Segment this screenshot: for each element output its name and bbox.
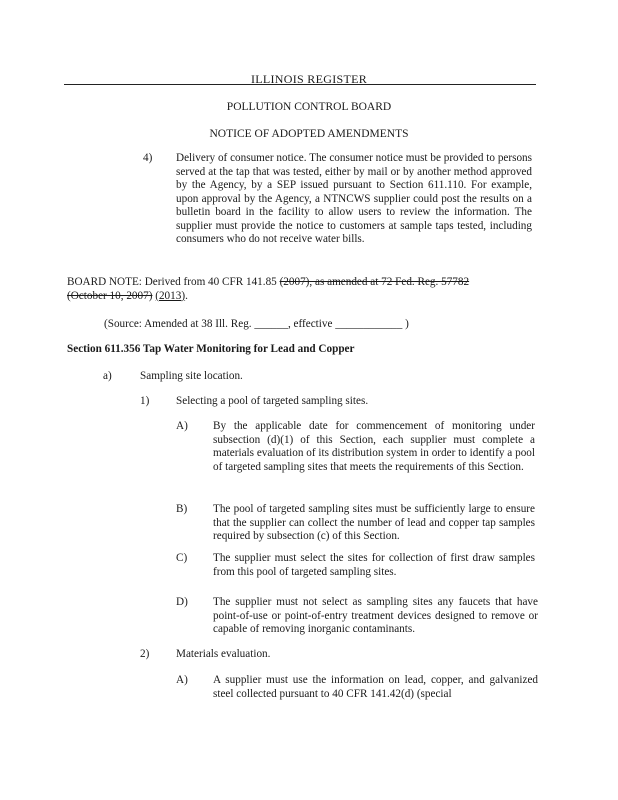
subsection-1-number: 1) [140,395,150,407]
subsection-2A-text: A supplier must use the information on lead, copper, and galvanized steel collected pursuant to 40 CFR 141.42(d) (special [213,674,538,700]
subsection-1-text: Selecting a pool of targeted sampling sites. [176,395,369,407]
subsection-1C-text: The supplier must select the sites for collection of first draw samples from this pool of targeted sampling sites. [213,552,535,578]
subsection-1D-number: D) [176,596,188,608]
board-note-added: (2013) [155,289,186,302]
subsection-1C-number: C) [176,552,188,564]
subsection-2-text: Materials evaluation. [176,648,271,660]
item-4-text: Delivery of consumer notice. The consumer notice must be provided to persons served at the tap that was tested, either by mail or by another method approved by the Agency, by a SEP issued pursuant to Section 611.110. For example, upon approval by the Agency, a NTNCWS supplier could post the results on a bulletin board in the facility to allow users to review the information. The supplier must provide the notice to customers at sample taps tested, including consumers who do not receive water bills. [176,152,532,245]
subsection-1B-number: B) [176,503,188,515]
section-title: Section 611.356 Tap Water Monitoring for Lead and Copper [67,343,355,355]
subsection-1B-text: The pool of targeted sampling sites must be sufficiently large to ensure that the supplier can collect the number of lead and copper tap samples required by subsection (c) of this Section. [213,503,535,542]
subsection-1D-text: The supplier must not select as sampling sites any faucets that have point-of-use or point-of-entry treatment devices designed to remove or capable of removing inorganic contaminants. [213,596,538,635]
header-rule [64,84,536,85]
subsection-a-number: a) [103,370,112,382]
subsection-2-number: 2) [140,648,150,660]
notice-title: NOTICE OF ADOPTED AMENDMENTS [209,128,409,140]
board-note-struck: (2007), as amended at 72 Fed. Reg. 57782 (October 10, 2007) [67,276,470,302]
source-line: (Source: Amended at 38 Ill. Reg. ______, effective ____________ ) [104,318,409,330]
subsection-1A-number: A) [176,420,188,432]
subsection-a-text: Sampling site location. [140,370,243,382]
subsection-2A-number: A) [176,674,188,686]
board-note [67,276,507,303]
board-note-end: . [185,289,188,302]
board-note-prefix: BOARD NOTE: Derived from 40 CFR 141.85 [67,276,277,288]
item-4-number: 4) [143,152,153,164]
board-name: POLLUTION CONTROL BOARD [226,101,392,113]
subsection-1A-text: By the applicable date for commencement of monitoring under subsection (d)(1) of this Section, each supplier must complete a materials evaluation of its distribution system in order to identify a pool of targeted sampling sites that meets the requirements of this Section. [213,420,535,473]
register-title: ILLINOIS REGISTER [250,72,368,86]
